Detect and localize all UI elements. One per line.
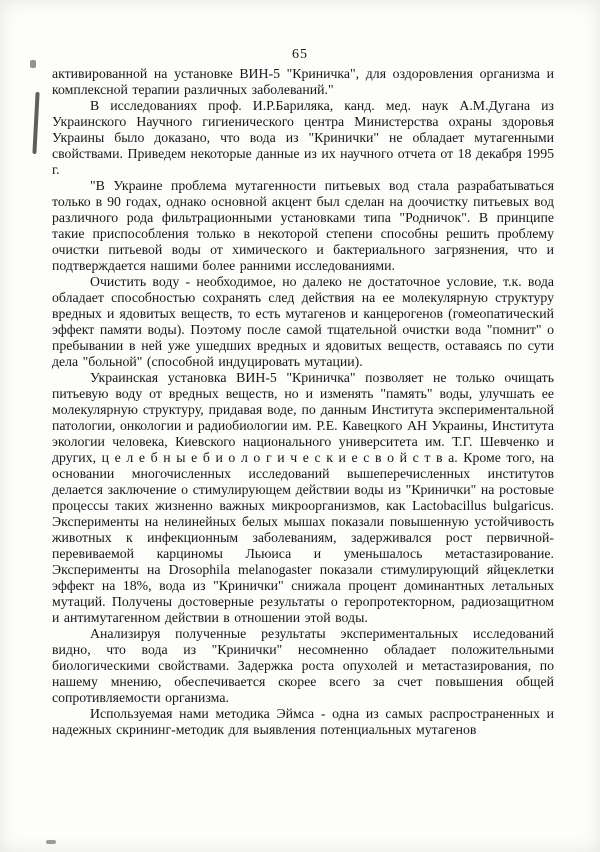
paragraph: Очистить воду - необходимое, но далеко не достаточное условие, т.к. вода обладает способностью сохранять след действия на ее молекулярную структуру вредных и ядовитых веществ, то есть мутагенов и канцерогенов (гомеопатический эффект памяти воды). Поэтому после самой тщательной очистки вода "помнит" о пребывании в ней уже ушедших вредных и ядовитых веществ, оставаясь по сути дела "больной" (способной индуцировать мутации). (52, 274, 554, 369)
paragraph: Анализируя полученные результаты экспериментальных исследований видно, что вода из "Кринички" несомненно обладает положительными биологическими свойствами. Задержка роста опухолей и метастазирования, по нашему мнению, обеспечивается скорее всего за счет повышения общей сопротивляемости организма. (52, 626, 554, 705)
paragraph-continuation: активированной на установке ВИН-5 "Криничка", для оздоровления организма и комплексной терапии различных заболеваний." (52, 66, 554, 97)
paragraph: Украинская установка ВИН-5 "Криничка" позволяет не только очищать питьевую воду от вредных веществ, но и изменять "память" воды, улучшать ее молекулярную структуру, придавая воде, по данным Института экспериментальной патологии, онкологии и радиобиологии им. Р.Е. Кавецкого АН Украины, Института экологии человека, Киевского национального университета им. Т.Г. Шевченко и других, ц е л е б н ы е б и о л о г и ч е с к и е с в о й с т в а. Кроме того, на основании многочисленных исследований вышеперечисленных институтов делается заключение о стимулирующем действии воды из "Кринички" на ростовые процессы таких жизненно важных микроорганизмов, как Lactobacillus bulgaricus. Эксперименты на нелинейных белых мышах показали повышенную устойчивость животных к инфекционным заболеваниям, задерживался рост первичной- перевиваемой карциномы Льюиса и уменьшалось метастазирование. Эксперименты на Drosophila melanogaster показали стимулирующий яйцеклетки эффект на 18%, вода из "Кринички" снижала процент доминантных летальных мутаций. Получены достоверные результаты о геропротекторном, радиозащитном и антимутагенном действии в отношении этой воды. (52, 370, 554, 625)
page-number: 65 (292, 47, 308, 62)
paragraph: "В Украине проблема мутагенности питьевых вод стала разрабатываться только в 90 годах, однако основной акцент был сделан на доочистку питьевых вод различного рода фильтрационными установками типа "Родничок". В принципе такие приспособления только в некоторой степени способны решить проблему очистки питьевой воды от химического и бактериального загрязнения, что и подтверждается нашими более ранними исследованиями. (52, 178, 554, 273)
scan-artifact (46, 840, 56, 844)
scan-artifact (32, 92, 39, 154)
paragraph: В исследованиях проф. И.Р.Бариляка, канд. мед. наук А.М.Дугана из Украинского Научного гигиенического центра Министерства охраны здоровья Украины было доказано, что вода из "Кринички" не обладает мутагенными свойствами. Приведем некоторые данные из их научного отчета от 18 декабря 1995 г. (52, 98, 554, 177)
body-text (52, 66, 554, 738)
paragraph: Используемая нами методика Эймса - одна из самых распространенных и надежных скрининг-методик для выявления потенциальных мутагенов (52, 706, 554, 737)
